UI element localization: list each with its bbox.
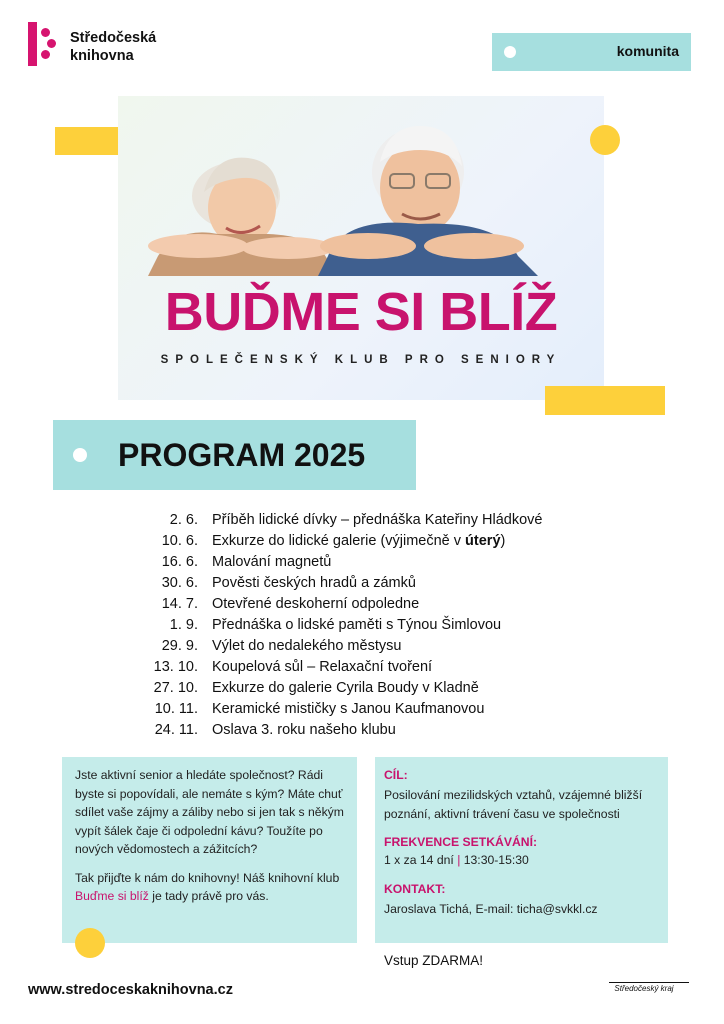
details-box (375, 757, 668, 943)
decor-yellow-circle (590, 125, 620, 155)
event-date: 24. 11. (154, 722, 198, 738)
invite-text (75, 869, 347, 906)
logo-line1: Středočeská (70, 30, 157, 46)
frequency-label: FREKVENCE SETKÁVÁNÍ: (384, 835, 538, 849)
event-title-emphasis: úterý (465, 533, 501, 549)
decor-yellow-circle (75, 928, 105, 958)
heading-dot-shape (73, 448, 87, 462)
hero-subtitle: SPOLEČENSKÝ KLUB PRO SENIORY (160, 354, 562, 366)
library-logo (28, 22, 198, 70)
logo-dot-shape (47, 39, 56, 48)
category-label: komunita (616, 43, 679, 59)
goal-label: CÍL: (384, 768, 408, 782)
logo-text (70, 29, 156, 65)
event-date: 1. 9. (169, 617, 198, 633)
event-title (212, 531, 505, 552)
contact-text: Jaroslava Tichá, E-mail: ticha@svkkl.cz (384, 901, 598, 916)
logo-bar-shape (28, 22, 37, 66)
program-schedule (140, 510, 620, 741)
frequency-separator: | (457, 853, 461, 867)
schedule-row (140, 573, 620, 594)
logo-dot-shape (41, 28, 50, 37)
schedule-row (140, 594, 620, 615)
schedule-row (140, 699, 620, 720)
event-title: Exkurze do galerie Cyrila Boudy v Kladně (212, 680, 479, 696)
event-title: Keramické mističky s Janou Kaufmanovou (212, 701, 485, 717)
event-title: Příběh lidické dívky – přednáška Kateřiny Hládkové (212, 512, 543, 528)
schedule-row (140, 678, 620, 699)
event-date: 16. 6. (161, 554, 198, 570)
logo-line2: knihovna (70, 48, 134, 64)
category-tag (492, 33, 691, 71)
region-logo (599, 982, 689, 997)
event-title: Koupelová sůl – Relaxační tvoření (212, 659, 433, 675)
event-date: 10. 6. (161, 533, 198, 549)
schedule-row (140, 552, 620, 573)
event-title: Pověsti českých hradů a zámků (212, 575, 416, 591)
invite-text-part: Tak přijďte k nám do knihovny! Náš knihovní klub (75, 870, 340, 885)
tag-dot-shape (504, 46, 516, 58)
event-date: 10. 11. (154, 701, 198, 717)
event-title: Malování magnetů (212, 554, 332, 570)
event-title: Oslava 3. roku našeho klubu (212, 722, 396, 738)
event-date: 2. 6. (169, 512, 198, 528)
club-name: Buďme si blíž (75, 889, 149, 903)
website-link[interactable]: www.stredoceskaknihovna.cz (28, 982, 233, 998)
event-date: 14. 7. (161, 596, 198, 612)
schedule-row (140, 720, 620, 741)
event-date: 29. 9. (161, 638, 198, 654)
logo-dot-shape (41, 50, 50, 59)
event-title: Výlet do nedalekého městysu (212, 638, 402, 654)
decor-yellow-bar (545, 386, 665, 415)
event-title-part: ) (500, 533, 506, 549)
event-title-part: Exkurze do lidické galerie (výjimečně v (212, 533, 466, 549)
contact-label: KONTAKT: (384, 881, 446, 896)
event-title: Otevřené deskoherní odpoledne (212, 596, 420, 612)
frequency-value: 1 x za 14 dní (384, 853, 454, 867)
meeting-time: 13:30-15:30 (463, 853, 529, 867)
hero-banner (118, 96, 604, 400)
event-date: 13. 10. (153, 659, 198, 675)
region-logo-notch (599, 982, 609, 983)
senior-couple-photo (118, 96, 604, 276)
schedule-row (140, 615, 620, 636)
info-box (62, 757, 357, 943)
event-date: 27. 10. (153, 680, 198, 696)
event-title: Přednáška o lidské paměti s Týnou Šimlovou (212, 617, 502, 633)
goal-text: Posilování mezilidských vztahů, vzájemné bližší poznání, aktivní trávení času ve společnosti (384, 788, 643, 821)
frequency-text (384, 851, 660, 870)
hero-title: BUĎME SI BLÍŽ (164, 282, 558, 342)
schedule-row (140, 636, 620, 657)
schedule-row (140, 657, 620, 678)
schedule-row (140, 531, 620, 552)
event-date: 30. 6. (161, 575, 198, 591)
intro-text: Jste aktivní senior a hledáte společnost? Rádi byste si popovídali, ale nemáte s kým? Máte chuť sdílet vaše zájmy a záliby nebo si jen tak s někým vypít šálek čaje či odpolední kávu? Toužíte po nových vědomostech a zážitcích? (75, 768, 344, 856)
program-heading-box (53, 420, 416, 490)
invite-text-part: je tady právě pro vás. (148, 889, 269, 903)
region-logo-text: Středočeský kraj (614, 984, 674, 993)
schedule-row (140, 510, 620, 531)
program-heading: PROGRAM 2025 (118, 437, 366, 473)
free-entry-note: Vstup ZDARMA! (384, 953, 484, 968)
